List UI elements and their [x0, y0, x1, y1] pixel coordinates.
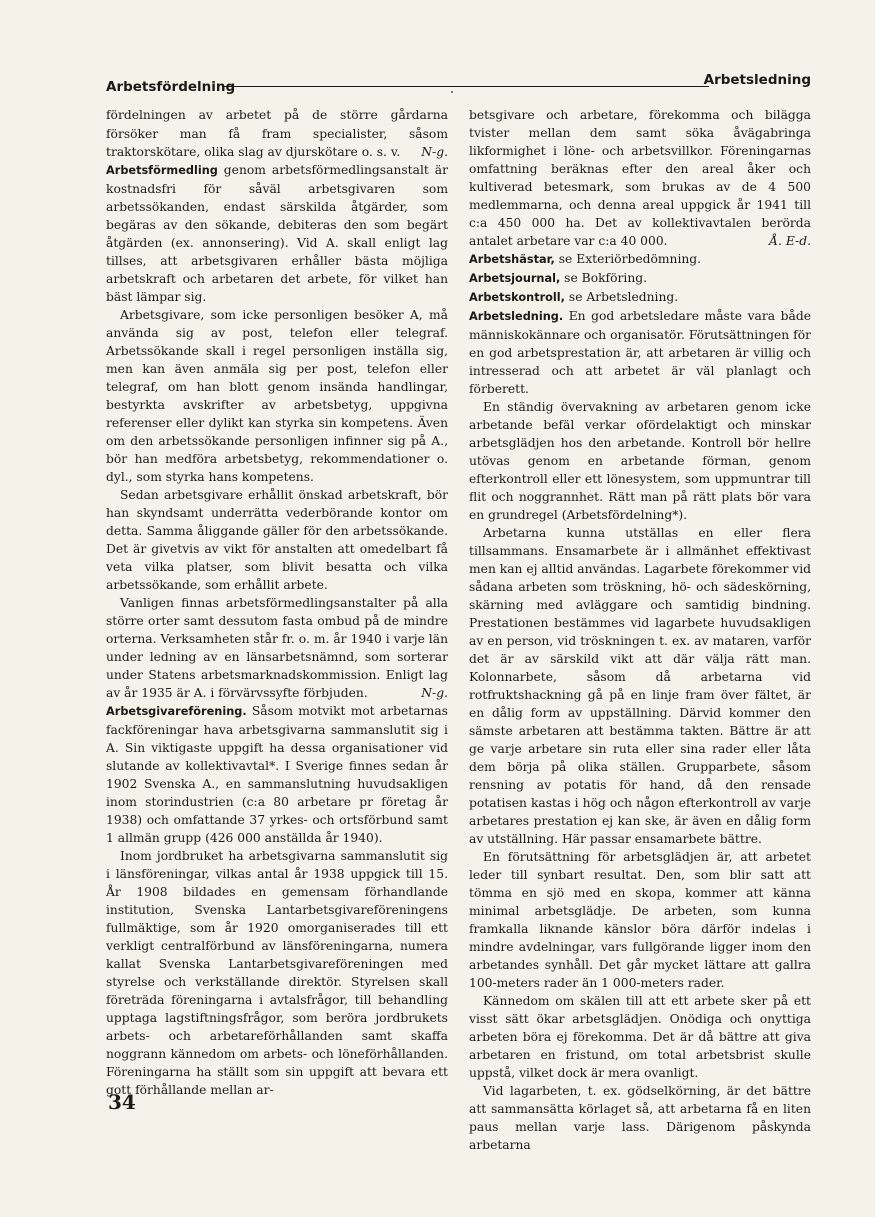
entry-arbetsformedling: Arbetsförmedling genom arbetsförmedlingsanstalt är kostnadsfri för såväl arbetsgivaren som arbetssökanden, endast särskilda åtgärder, som begäras av den sökande, debiteras den som begärt åtgärden (ex. annonsering). Vid A. skall enligt lag tillses, att arbetsgivaren erhåller bästa möjliga arbetskraft och arbetaren det arbete, för vilket han bäst lämpar sig.: [106, 163, 448, 304]
header-right-title: Arbetsledning: [703, 72, 811, 88]
paragraph: Arbetarna kunna utställas en eller flera tillsammans. Ensamarbete är i allmänhet effektivast men kan ej alltid användas. Lagarbete förekommer vid sådana arbeten som tröskning, hö- och sädeskörning, skärning med avläggare och samtidig bindning. Prestationen bestämmes vid lagarbete huvudsakligen av en person, vid tröskningen t. ex. av mataren, varför det är av särskild vikt att där välja rätt man. Kolonnarbete, såsom då arbetarna vid rotfruktshackning gå på en linje fram över fältet, är en dålig form av uppställning. Därvid kommer den sämste arbetaren att bestämma takten. Bättre är att ge varje arbetare sin ruta eller sina rader eller låta dem börja på olika ställen. Grupparbete, såsom rensning av potatis för hand, då den rensade potatisen kastas i hög och någon efterkontroll av varje arbetares prestation ej kan ske, är även en dålig form av utställning. Här passar ensamarbete bättre.: [469, 526, 811, 846]
headword: Arbetskontroll,: [469, 291, 565, 304]
paragraph: Sedan arbetsgivare erhållit önskad arbetskraft, bör han skyndsamt underrätta vederbörande kontor om detta. Samma åliggande gäller för den arbetssökande. Det är givetvis av vikt för anstalten att omedelbart få veta vilka platser, som blivit besatta och vilka arbetssökande, som erhållit arbete.: [106, 488, 448, 592]
paragraph: betsgivare och arbetare, förekomma och bilägga tvister mellan dem samt söka åvägabringa likformighet i löne- och arbetsvillkor. Föreningarnas omfattning beräknas efter den areal åker och kultiverad betesmark, som brukas av de 4 500 medlemmarna, och denna areal uppgick år 1941 till c:a 450 000 ha. Det av kollektivavtalen berörda antalet arbetare var c:a 40 000. Å. E-d.: [469, 108, 811, 248]
entry-arbetsledning: Arbetsledning. En god arbetsledare måste vara både människokännare och organisatör. Förutsättningen för en god arbetsprestation är, att arbetaren är villig och intresserad och att arbetet är väl planlagt och förberett.: [469, 309, 811, 396]
paragraph: Kännedom om skälen till att ett arbete sker på ett visst sätt ökar arbetsglädjen. Onödiga och onyttiga arbeten böra ej förekomma. Det är då bättre att giva arbetaren en fristund, om total arbetsbrist skulle uppstå, vilket dock är mera ovanligt.: [469, 994, 811, 1080]
running-header: [106, 72, 811, 94]
paragraph: En förutsättning för arbetsglädjen är, att arbetet leder till synbart resultat. Den, som blir satt att tömma en sjö med en skopa, kommer att känna minimal arbetsglädje. De arbeten, som kunna framkalla liknande känslor böra därför indelas i mindre avdelningar, vars fullgörande ligger inom den arbetandes synhåll. Det går mycket lättare att gallra 100-meters rader än 1 000-meters rader.: [469, 850, 811, 990]
headword: Arbetsjournal,: [469, 272, 561, 285]
entry-arbetskontroll: Arbetskontroll, se Arbetsledning.: [469, 290, 679, 304]
headword: Arbetshästar,: [469, 253, 555, 266]
header-dot: [451, 91, 453, 93]
page-number: 34: [108, 1090, 136, 1114]
headword: Arbetsförmedling: [106, 164, 218, 177]
paragraph: Vanligen finnas arbetsförmedlingsanstalter på alla större orter samt dessutom fasta ombud på de mindre orterna. Verksamheten står fr. o. m. år 1940 i varje län under ledning av en länsarbetsnämnd, som sorterar under Statens arbetsmarknadskommission. Enligt lag av år 1935 är A. i förvärvssyfte förbjuden. N-g.: [106, 596, 448, 700]
paragraph: fördelningen av arbetet på de större gårdarna försöker man få fram specialister, såsom traktorskötare, olika slag av djurskötare o. s. v. N-g.: [106, 108, 448, 159]
headword: Arbetsledning.: [469, 310, 564, 323]
paragraph: Arbetsgivare, som icke personligen besöker A, må använda sig av post, telefon eller telegraf. Arbetssökande skall i regel personligen inställa sig, men kan även anmäla sig per post, telefon eller telegraf, om han blott genom insända handlingar, bestyrkta avskrifter av arbetsbetyg, uppgivna referenser eller dylikt kan styrka sin kompetens. Även om den arbetssökande personligen infinner sig på A., bör han medföra arbetsbetyg, rekommendationer o. dyl., som styrka hans kompetens.: [106, 308, 448, 484]
headword: Arbetsgivareförening.: [106, 705, 247, 718]
entry-arbetsjournal: Arbetsjournal, se Bokföring.: [469, 271, 648, 285]
right-column: [469, 106, 811, 1154]
paragraph: En ständig övervakning av arbetaren genom icke arbetande befäl verkar ofördelaktigt och minskar arbetsglädjen hos den arbetande. Kontroll bör hellre utövas genom en arbetande förman, genom efterkontroll eller ett lönesystem, som uppmuntrar till flit och noggrannhet. Rätt man på rätt plats bör vara en grundregel (Arbetsfördelning*).: [469, 400, 811, 522]
entry-arbetshastar: Arbetshästar, se Exteriörbedömning.: [469, 252, 702, 266]
left-column: [106, 106, 448, 1099]
header-rule: [224, 86, 709, 87]
paragraph: Vid lagarbeten, t. ex. gödselkörning, är det bättre att sammansätta körlaget så, att arbetarna få en liten paus mellan varje lass. Därigenom påskynda arbetarna: [469, 1084, 811, 1152]
paragraph: Inom jordbruket ha arbetsgivarna sammanslutit sig i länsföreningar, vilkas antal år 1938 uppgick till 15. År 1908 bildades en gemensam förhandlande institution, Svenska Lantarbetsgivareföreningens fullmäktige, som år 1920 omorganiserades till ett verkligt centralförbund av länsföreningarna, numera kallat Svenska Lantarbetsgivareföreningen med styrelse och verkställande direktör. Styrelsen skall företräda föreningarna i avtalsfrågor, till behandling upptaga lagstiftningsfrågor, som beröra jordbrukets arbets- och arbetareförhållanden samt skaffa noggrann kännedom om arbets- och löneförhållanden. Föreningarna ha ställt som sin uppgift att bevara ett gott förhållande mellan ar-: [106, 849, 448, 1097]
header-left-title: Arbetsfördelning: [106, 79, 236, 95]
entry-arbetsgivareforening: Arbetsgivareförening. Såsom motvikt mot arbetarnas fackföreningar hava arbetsgivarna sammanslutit sig i A. Sin viktigaste uppgift ha dessa organisationer vid slutande av kollektivavtal*. I Sverige finnes sedan år 1902 Svenska A., en sammanslutning huvudsakligen inom storindustrien (c:a 80 arbetare pr företag år 1938) och omfattande 37 yrkes- och ortsförbund samt 1 allmän grupp (426 000 anställda år 1940).: [106, 704, 448, 845]
